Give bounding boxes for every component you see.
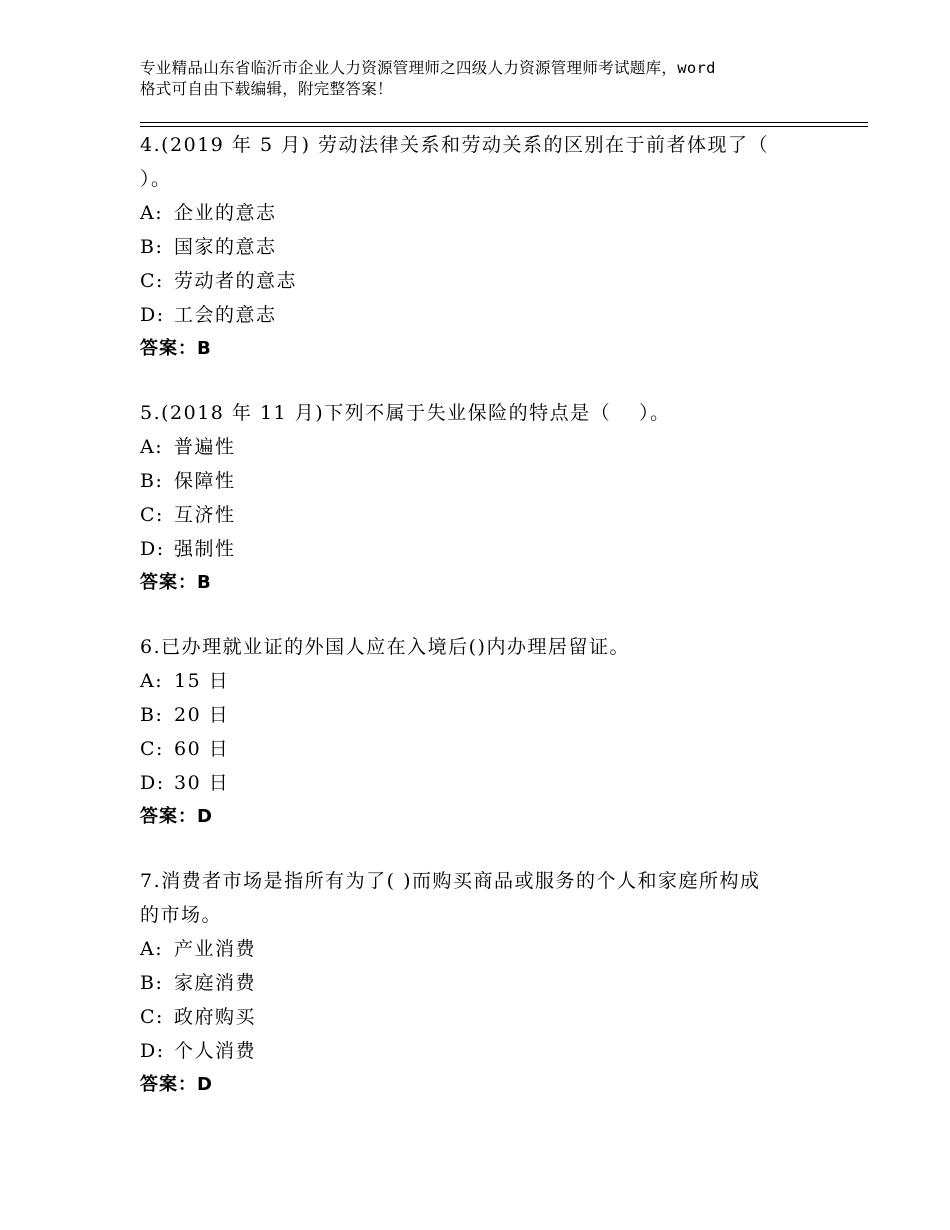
document-header bbox=[140, 58, 830, 100]
option-letter: C: bbox=[140, 738, 164, 760]
option-text: 保障性 bbox=[174, 470, 236, 492]
option-text: 互济性 bbox=[174, 504, 236, 526]
answer-option bbox=[140, 230, 840, 264]
option-letter: B: bbox=[140, 236, 164, 258]
option-text: 60 日 bbox=[174, 738, 230, 760]
answer-option bbox=[140, 430, 840, 464]
question-stem: 4.(2019 年 5 月) 劳动法律关系和劳动关系的区别在于前者体现了（ bbox=[140, 134, 770, 156]
answer-option bbox=[140, 196, 840, 230]
question-stem: 6.已办理就业证的外国人应在入境后()内办理居留证。 bbox=[140, 636, 630, 658]
option-letter: D: bbox=[140, 1040, 165, 1062]
answer-option bbox=[140, 966, 840, 1000]
question-block bbox=[140, 864, 840, 1102]
question-block bbox=[140, 128, 840, 366]
option-letter: D: bbox=[140, 538, 165, 560]
option-letter: C: bbox=[140, 504, 164, 526]
question-stem: 的市场。 bbox=[140, 904, 223, 926]
option-text: 工会的意志 bbox=[174, 304, 277, 326]
option-letter: A: bbox=[140, 436, 164, 458]
option-text: 个人消费 bbox=[174, 1040, 257, 1062]
answer-option bbox=[140, 1000, 840, 1034]
question-stem: ）。 bbox=[140, 168, 172, 190]
option-text: 产业消费 bbox=[174, 938, 257, 960]
answer-option bbox=[140, 698, 840, 732]
header-line-1: 专业精品山东省临沂市企业人力资源管理师之四级人力资源管理师考试题库，word bbox=[140, 59, 716, 77]
question-stem: 5.(2018 年 11 月)下列不属于失业保险的特点是（ ）。 bbox=[140, 402, 671, 424]
option-text: 企业的意志 bbox=[174, 202, 277, 224]
option-letter: A: bbox=[140, 938, 164, 960]
option-text: 国家的意志 bbox=[174, 236, 277, 258]
option-text: 政府购买 bbox=[174, 1006, 257, 1028]
option-letter: B: bbox=[140, 470, 164, 492]
answer-key: 答案：B bbox=[140, 572, 212, 593]
header-divider-top bbox=[140, 122, 868, 123]
option-text: 15 日 bbox=[174, 670, 230, 692]
option-letter: B: bbox=[140, 704, 164, 726]
answer-option bbox=[140, 766, 840, 800]
answer-option bbox=[140, 464, 840, 498]
header-line-2: 格式可自由下载编辑，附完整答案！ bbox=[140, 80, 393, 98]
option-text: 劳动者的意志 bbox=[174, 270, 298, 292]
answer-key: 答案：B bbox=[140, 338, 212, 359]
option-letter: A: bbox=[140, 670, 164, 692]
answer-option bbox=[140, 932, 840, 966]
option-text: 普遍性 bbox=[174, 436, 236, 458]
answer-option bbox=[140, 1034, 840, 1068]
option-text: 20 日 bbox=[174, 704, 230, 726]
answer-option bbox=[140, 298, 840, 332]
answer-option bbox=[140, 732, 840, 766]
header-divider-bottom bbox=[140, 126, 868, 127]
answer-option bbox=[140, 498, 840, 532]
answer-option bbox=[140, 532, 840, 566]
option-text: 强制性 bbox=[174, 538, 236, 560]
question-block bbox=[140, 630, 840, 834]
answer-option bbox=[140, 264, 840, 298]
option-text: 30 日 bbox=[174, 772, 230, 794]
answer-key: 答案：D bbox=[140, 1074, 213, 1095]
option-letter: C: bbox=[140, 270, 164, 292]
question-block bbox=[140, 396, 840, 600]
option-letter: B: bbox=[140, 972, 164, 994]
option-letter: D: bbox=[140, 304, 165, 326]
option-letter: C: bbox=[140, 1006, 164, 1028]
option-letter: D: bbox=[140, 772, 165, 794]
option-letter: A: bbox=[140, 202, 164, 224]
question-stem: 7.消费者市场是指所有为了( )而购买商品或服务的个人和家庭所构成 bbox=[140, 870, 761, 892]
option-text: 家庭消费 bbox=[174, 972, 257, 994]
question-list bbox=[140, 128, 840, 1132]
answer-key: 答案：D bbox=[140, 806, 213, 827]
answer-option bbox=[140, 664, 840, 698]
